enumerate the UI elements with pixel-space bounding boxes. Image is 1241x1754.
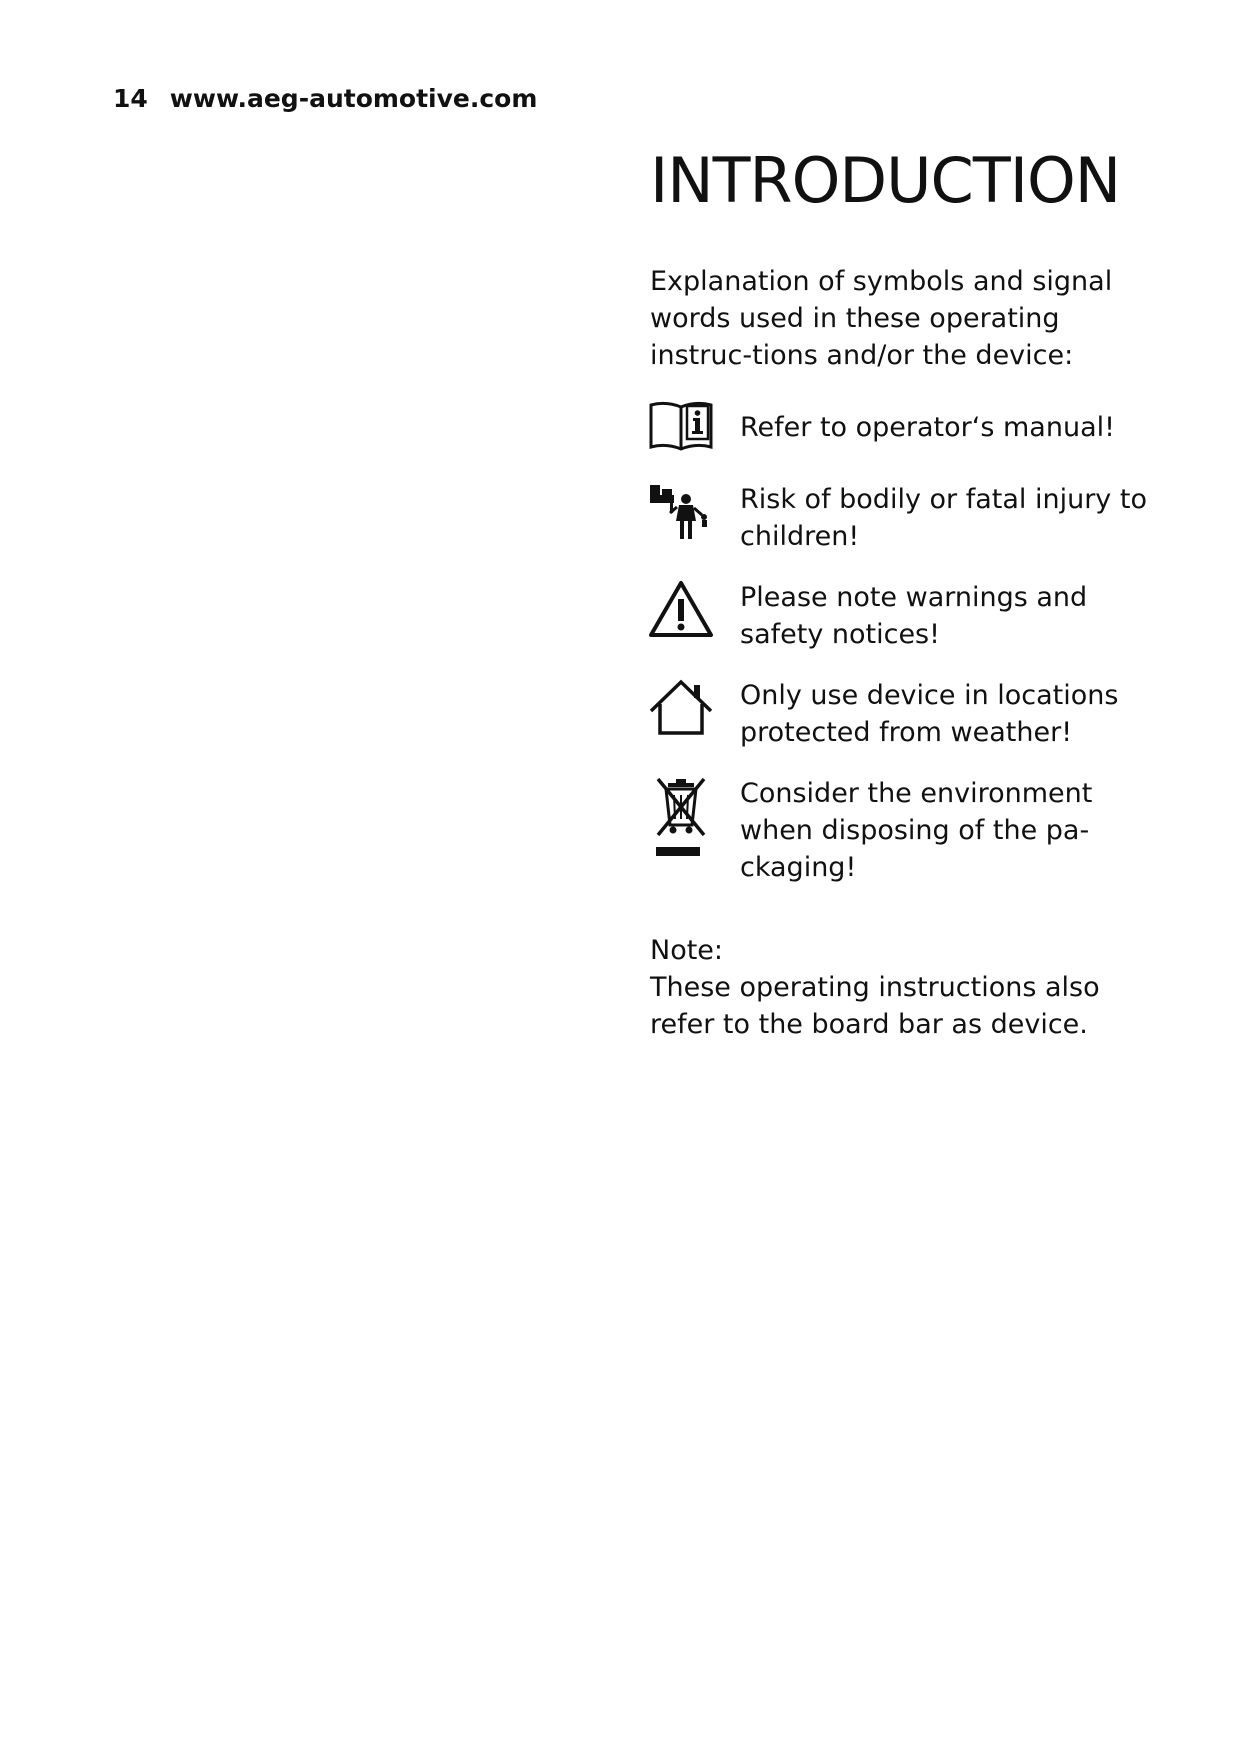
intro-paragraph: Explanation of symbols and signal words used in these operating instruc-tions and/or the device:: [650, 266, 1113, 371]
crossed-bin-icon: [648, 775, 714, 865]
manual-info-icon: [648, 397, 714, 463]
page-number: 14: [113, 84, 148, 113]
symbol-text-children: Risk of bodily or fatal injury to children!: [740, 484, 1147, 552]
note-label: Note:: [650, 935, 724, 966]
note-block: [650, 932, 1150, 1043]
symbol-text-environment: Consider the environment when disposing of the pa-ckaging!: [740, 778, 1093, 883]
note-text: These operating instructions also refer to the board bar as device.: [650, 972, 1100, 1040]
website-link[interactable]: www.aeg-automotive.com: [169, 84, 538, 113]
page-title: INTRODUCTION: [650, 144, 1121, 217]
symbol-text-manual: Refer to operator‘s manual!: [740, 412, 1115, 443]
symbol-text-warning: Please note warnings and safety notices!: [740, 582, 1088, 650]
symbol-text-weather: Only use device in locations protected from weather!: [740, 680, 1119, 748]
child-hazard-icon: [648, 481, 714, 547]
warning-triangle-icon: [648, 579, 714, 645]
house-icon: [648, 677, 714, 743]
page-header: [113, 84, 537, 113]
